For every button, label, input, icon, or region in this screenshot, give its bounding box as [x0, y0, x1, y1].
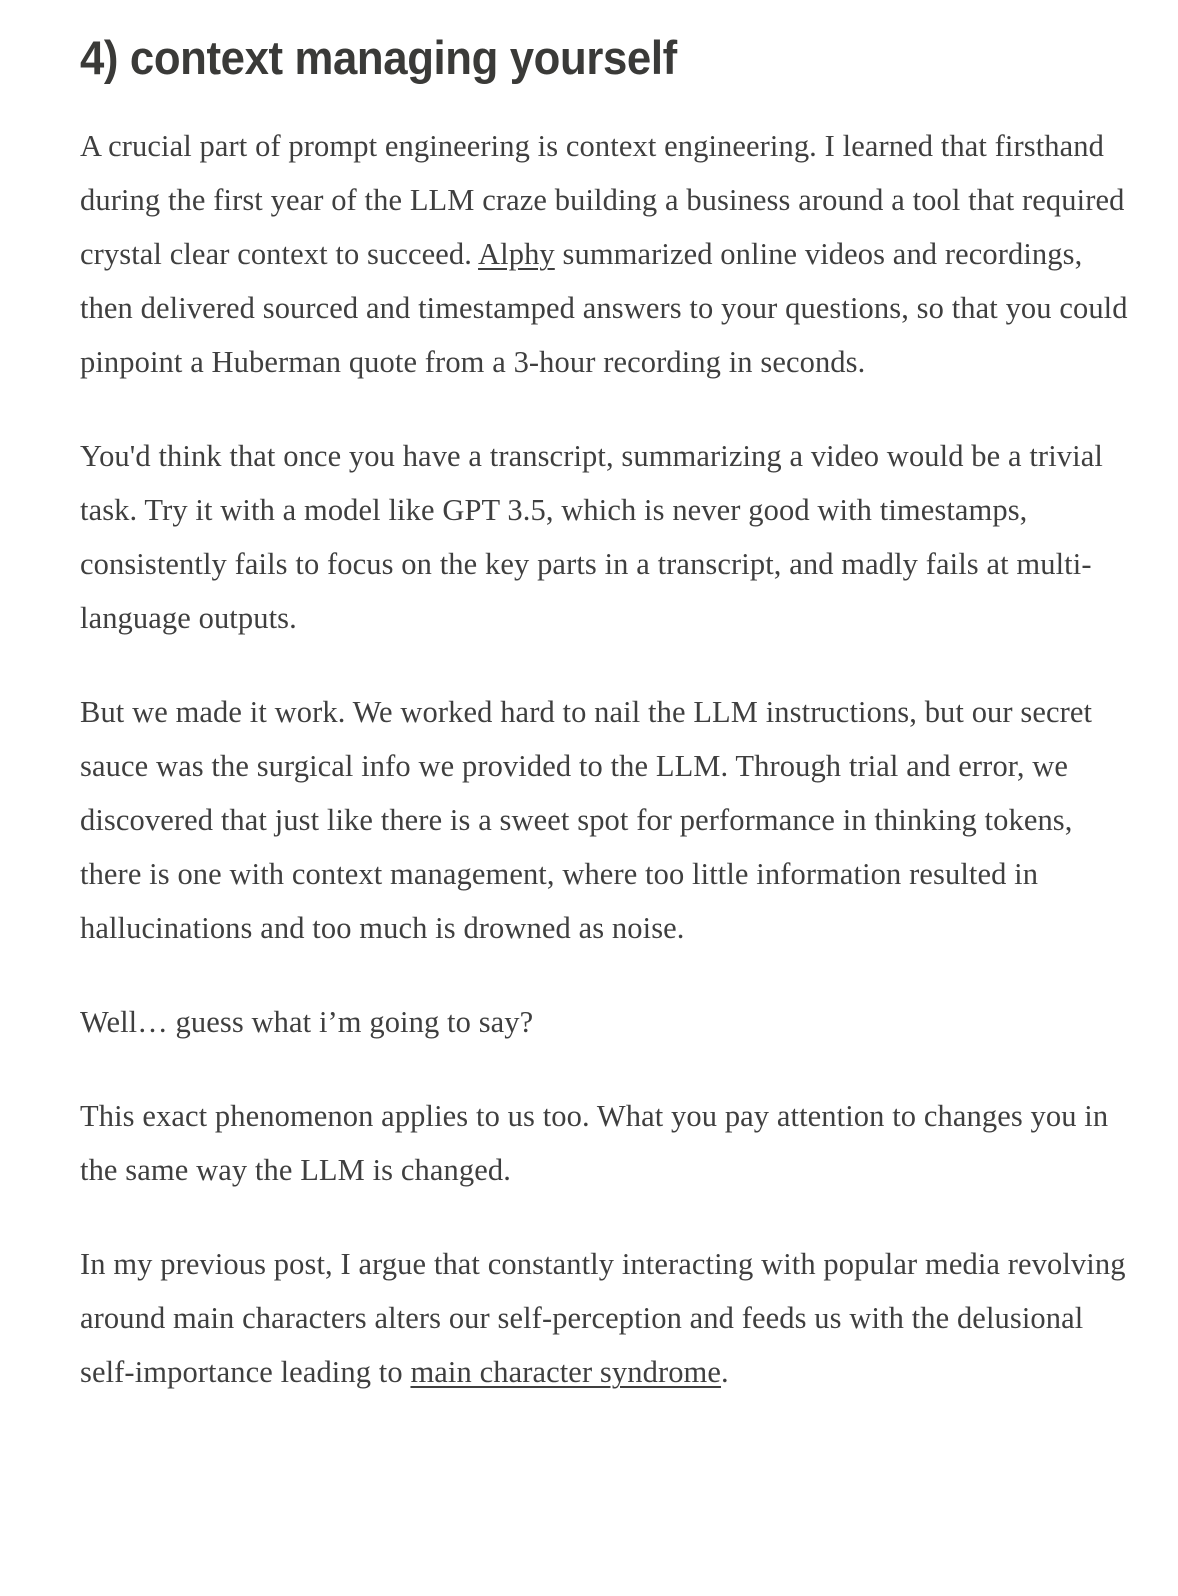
- paragraph-text: In my previous post, I argue that constantly interacting with popular media revolving around main characters alters our self-perception and feeds us with the delusional self-importance leading to: [80, 1247, 1126, 1390]
- inline-link[interactable]: Alphy: [478, 237, 555, 272]
- paragraph-text: .: [721, 1355, 729, 1390]
- paragraph: [80, 685, 1132, 955]
- paragraph: [80, 1237, 1132, 1399]
- page-title: 4) context managing yourself: [80, 31, 677, 84]
- paragraph-text: This exact phenomenon applies to us too. What you pay attention to changes you in the same way the LLM is changed.: [80, 1099, 1109, 1188]
- paragraph: [80, 995, 1132, 1049]
- article-body: [80, 119, 1132, 1399]
- inline-link[interactable]: main character syndrome: [410, 1355, 722, 1390]
- paragraph: [80, 1089, 1132, 1197]
- paragraph-text: summarized online videos and recordings, then delivered sourced and timestamped answers to your questions, so that you could pinpoint a Huberman quote from a 3-hour recording in seconds.: [80, 237, 1128, 380]
- paragraph: [80, 119, 1132, 389]
- paragraph-text: Well… guess what i’m going to say?: [80, 1005, 534, 1040]
- paragraph: [80, 429, 1132, 645]
- paragraph-text: You'd think that once you have a transcript, summarizing a video would be a trivial task. Try it with a model like GPT 3.5, which is never good with timestamps, consistently fails to focus on the key parts in a transcript, and madly fails at multi-language outputs.: [80, 439, 1103, 636]
- paragraph-text: A crucial part of prompt engineering is context engineering. I learned that firsthand during the first year of the LLM craze building a business around a tool that required crystal clear context to succeed.: [80, 129, 1125, 272]
- paragraph-text: But we made it work. We worked hard to nail the LLM instructions, but our secret sauce was the surgical info we provided to the LLM. Through trial and error, we discovered that just like there is a sweet spot for performance in thinking tokens, there is one with context management, where too little information resulted in hallucinations and too much is drowned as noise.: [80, 695, 1093, 946]
